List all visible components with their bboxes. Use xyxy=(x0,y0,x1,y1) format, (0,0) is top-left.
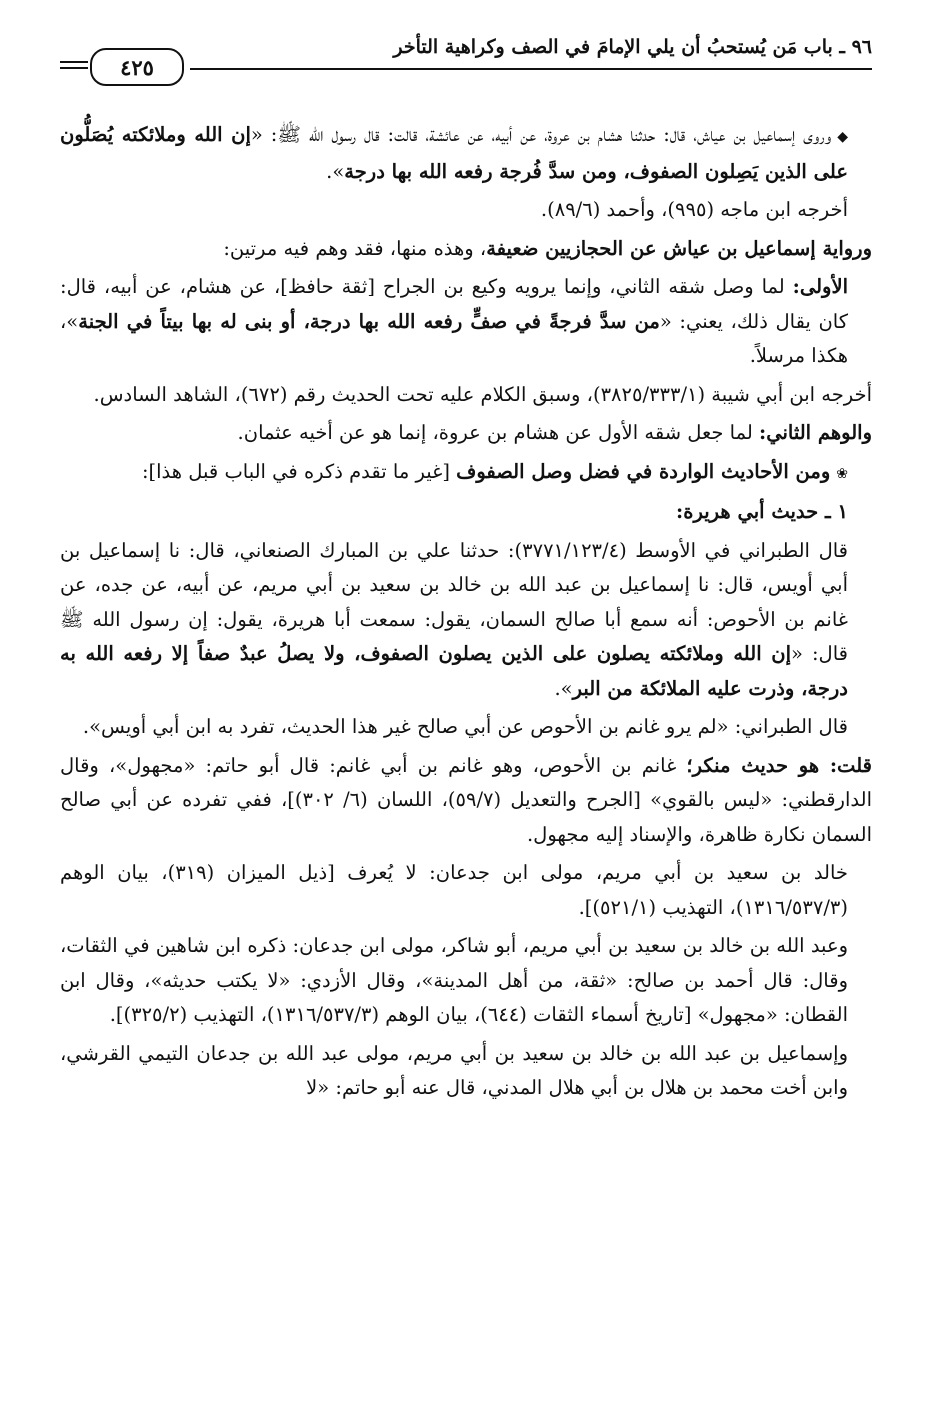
chapter-title: ٩٦ ـ باب مَن يُستحبُ أن يلي الإمامَ في الصف وكراهية التأخر xyxy=(393,36,872,58)
paragraph-5: أخرجه ابن أبي شيبة (٣٨٢٥/٣٣٣/١)، وسبق الكلام عليه تحت الحديث رقم (٦٧٢)، الشاهد السادس. xyxy=(93,382,872,406)
paragraph-1: ◆وروى إسماعيل بن عياش، قال: حدثنا هشام بن عروة، عن أبيه، عن عائشة، قالت: قال رسول الله ﷺ: «إن الله وملائكته يُصَلُّون على الذين يَصِلون الصفوف، ومن سدَّ فُرجة رفعه الله بها درجة». xyxy=(60,118,872,189)
paragraph-12: خالد بن سعيد بن أبي مريم، مولى ابن جدعان: لا يُعرف [ذيل الميزان (٣١٩)، بيان الوهم (١٣١٦/٥٣٧/٣)، التهذيب (٥٢١/١)]. xyxy=(60,861,848,919)
paragraph-7: ❀ومن الأحاديث الواردة في فضل وصل الصفوف [غير ما تقدم ذكره في الباب قبل هذا]: xyxy=(60,455,872,492)
paragraph-4: الأولى: لما وصل شقه الثاني، وإنما يرويه وكيع بن الجراح [ثقة حافظ]، عن هشام، عن أبيه، قال: كان يقال ذلك، يعني: «من سدَّ فرجةً في صفٍّ رفعه الله بها درجة، أو بنى له بها بيتاً في الجنة»، هكذا مرسلاً. xyxy=(60,275,848,367)
paragraph-marker-icon: ◆ xyxy=(837,129,849,145)
page-header xyxy=(60,30,872,80)
decorative-line xyxy=(60,67,88,69)
paragraph-13: وعبد الله بن خالد بن سعيد بن أبي مريم، أبو شاكر، مولى ابن جدعان: ذكره ابن شاهين في الثقات، وقال: قال أحمد بن صالح: «ثقة، من أهل المدينة»، وقال الأزدي: «لا يكتب حديثه»، وقال ابن القطان: «مجهول» [تاريخ أسماء الثقات (٦٤٤)، بيان الوهم (١٣١٦/٥٣٧/٣)، التهذيب (٣٢٥/٢)]. xyxy=(60,934,848,1026)
paragraph-11: قلت: هو حديث منكر؛ غانم بن الأحوص، وهو غانم بن أبي غانم: قال أبو حاتم: «مجهول»، وقال الدارقطني: «ليس بالقوي» [الجرح والتعديل (٥٩/٧)، اللسان (٦/ ٣٠٢)]، ففي تفرده عن أبي صالح السمان نكارة ظاهرة، والإسناد إليه مجهول. xyxy=(60,753,872,846)
decorative-line xyxy=(60,61,88,63)
flower-icon: ❀ xyxy=(836,465,848,482)
page-number: ٤٢٥ xyxy=(90,48,184,86)
section-heading: ١ ـ حديث أبي هريرة: xyxy=(676,500,848,523)
paragraph-6: والوهم الثاني: لما جعل شقه الأول عن هشام بن عروة، إنما هو عن أخيه عثمان. xyxy=(237,421,872,444)
paragraph-9: قال الطبراني في الأوسط (٣٧٧١/١٢٣/٤): حدثنا علي بن المبارك الصنعاني، قال: نا إسماعيل بن أبي أويس، قال: نا إسماعيل بن عبد الله بن خالد بن سعيد بن أبي مريم، عن أبيه، عن جده، عن غانم بن الأحوص: أنه سمع أبا صالح السمان، يقول: سمعت أبا هريرة، يقول: إن رسول الله ﷺ قال: «إن الله وملائكته يصلون على الذين يصلون الصفوف، ولا يصلُ عبدٌ صفاً إلا رفعه الله به درجة، وذرت عليه الملائكة من البر». xyxy=(60,538,849,700)
paragraph-10: قال الطبراني: «لم يرو غانم بن الأحوص عن أبي صالح غير هذا الحديث، تفرد به ابن أبي أويس». xyxy=(82,715,848,738)
paragraph-3: ورواية إسماعيل بن عياش عن الحجازيين ضعيفة، وهذه منها، فقد وهم فيه مرتين: xyxy=(223,236,872,260)
page-body xyxy=(60,118,872,1110)
paragraph-14: وإسماعيل بن عبد الله بن خالد بن سعيد بن أبي مريم، مولى عبد الله بن جدعان التيمي القرشي، وابن أخت محمد بن هلال بن أبي هلال المدني، قال عنه أبو حاتم: «لا xyxy=(60,1041,848,1099)
book-page xyxy=(60,30,872,1390)
header-rule xyxy=(190,68,872,70)
paragraph-2: أخرجه ابن ماجه (٩٩٥)، وأحمد (٨٩/٦). xyxy=(540,198,848,221)
